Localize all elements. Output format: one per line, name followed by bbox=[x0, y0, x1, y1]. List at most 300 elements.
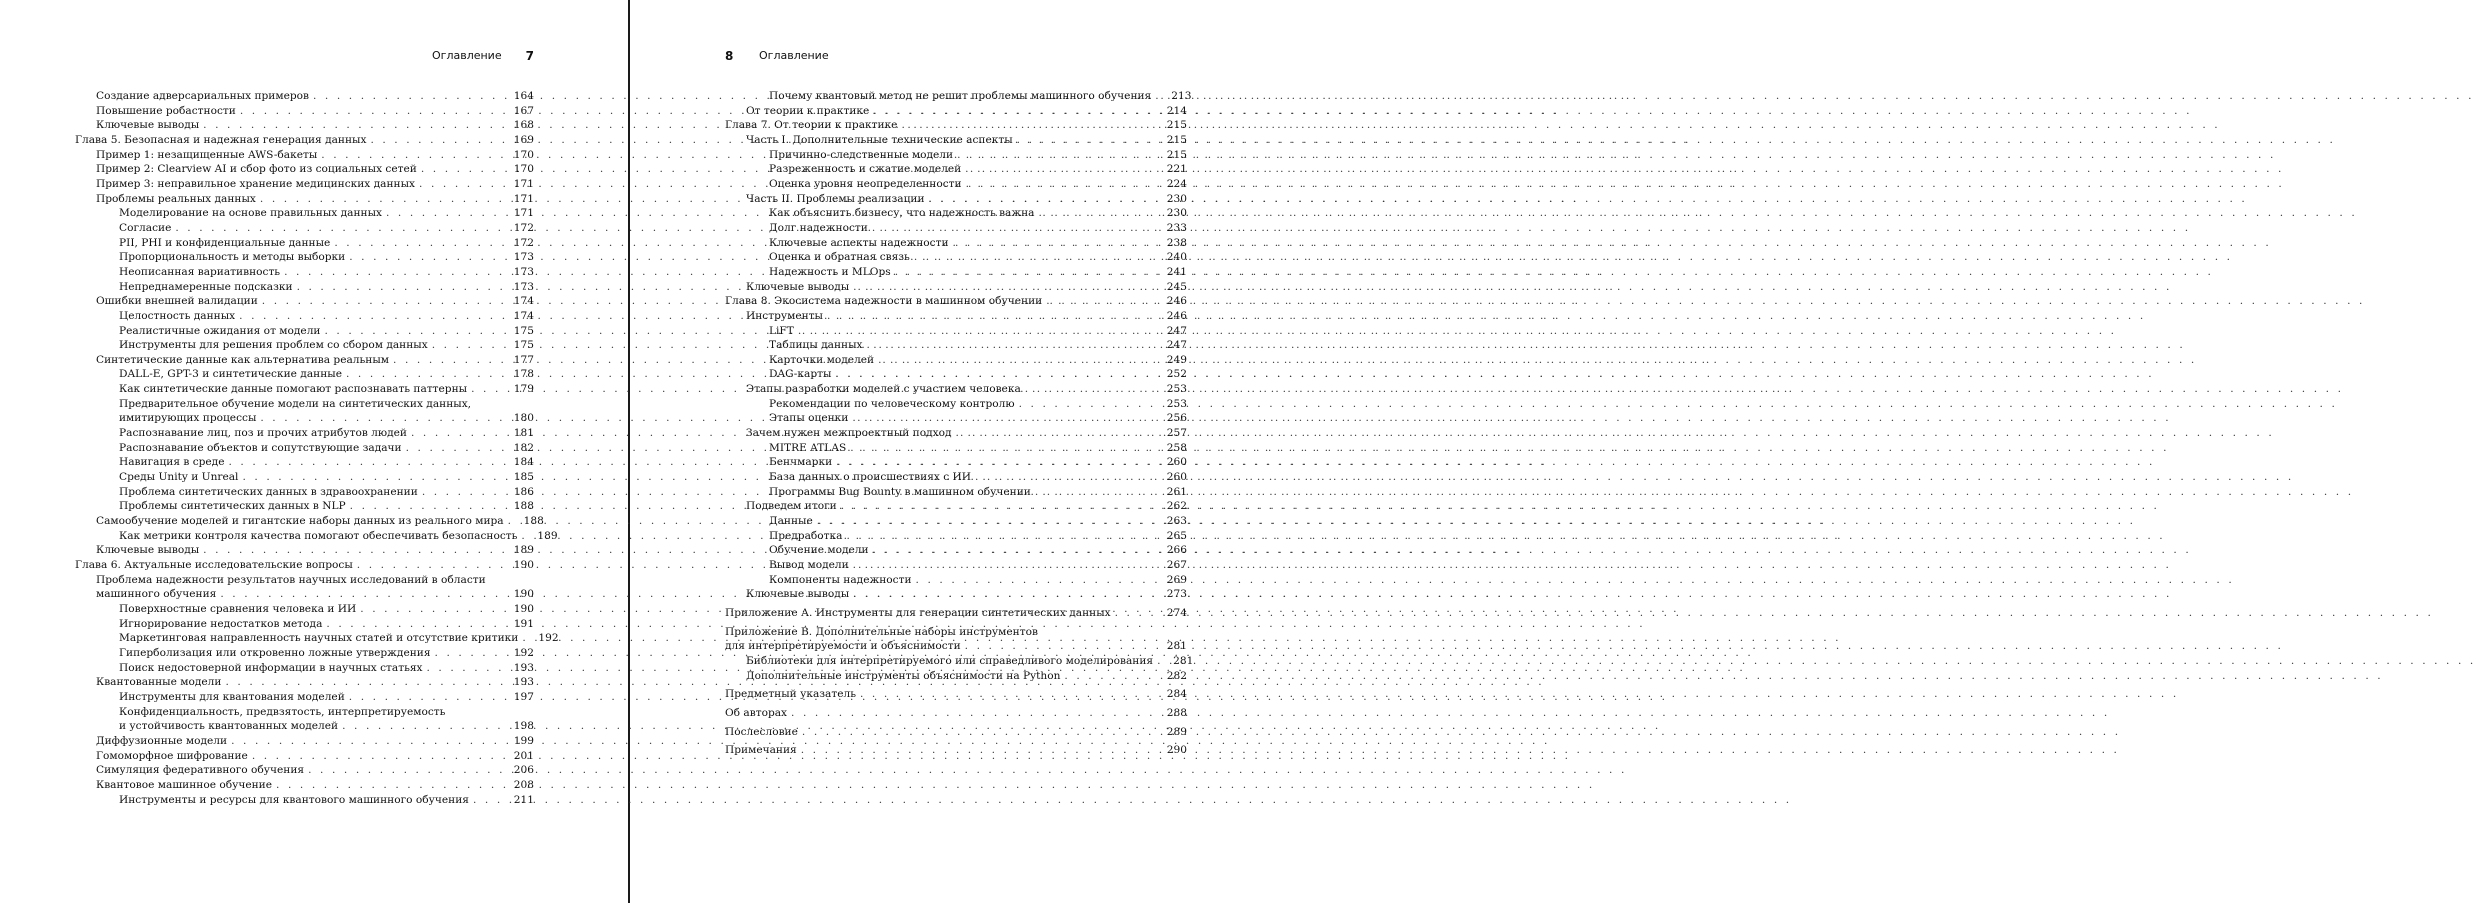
toc-entry[interactable] bbox=[725, 89, 1192, 104]
left-page-header bbox=[432, 49, 534, 63]
toc-entry-title: Об авторах bbox=[725, 706, 788, 719]
toc-entry-title: Таблицы данных bbox=[769, 339, 863, 352]
toc-entry[interactable] bbox=[725, 455, 1187, 470]
right-page-toc bbox=[725, 89, 1194, 758]
toc-entry[interactable] bbox=[725, 743, 1187, 758]
dot-leader bbox=[203, 118, 508, 133]
toc-page-number: 281 bbox=[1166, 640, 1187, 653]
toc-entry[interactable] bbox=[725, 250, 1187, 265]
dot-leader bbox=[841, 499, 1161, 514]
toc-entry[interactable] bbox=[725, 192, 1187, 207]
toc-entry-title: Гомоморфное шифрование bbox=[96, 749, 248, 762]
toc-entry[interactable] bbox=[75, 177, 534, 192]
toc-page-number: 172 bbox=[513, 236, 534, 249]
dot-leader bbox=[853, 558, 1161, 573]
dot-leader bbox=[853, 587, 1161, 602]
toc-entry[interactable] bbox=[75, 133, 534, 148]
toc-entry[interactable] bbox=[725, 280, 1187, 295]
toc-entry-title: Глава 6. Актуальные исследовательские вопросы bbox=[75, 559, 353, 571]
dot-leader bbox=[827, 309, 1161, 324]
toc-entry-title: Моделирование на основе правильных данных bbox=[119, 207, 382, 220]
dot-leader bbox=[850, 441, 1161, 456]
toc-entry[interactable] bbox=[725, 669, 1187, 684]
dot-leader bbox=[350, 499, 508, 514]
toc-entry-title: Симуляция федеративного обучения bbox=[96, 764, 305, 777]
dot-leader bbox=[852, 411, 1160, 426]
toc-page-number: 184 bbox=[513, 456, 534, 469]
toc-entry[interactable] bbox=[725, 206, 1187, 221]
toc-entry[interactable] bbox=[725, 133, 1187, 148]
toc-page-number: 211 bbox=[513, 793, 534, 806]
dot-leader bbox=[297, 280, 508, 295]
right-page-header bbox=[725, 49, 865, 63]
toc-page-number: 206 bbox=[513, 764, 534, 777]
dot-leader bbox=[276, 778, 508, 793]
toc-entry[interactable] bbox=[725, 725, 1187, 740]
toc-page-number: 240 bbox=[1166, 251, 1187, 264]
toc-entry-title: Проблема синтетических данных в здравоохранении bbox=[119, 485, 418, 498]
toc-entry-title: База данных о происшествиях с ИИ bbox=[769, 471, 971, 484]
dot-leader bbox=[325, 324, 508, 339]
toc-entry[interactable] bbox=[75, 485, 534, 500]
toc-entry-title: Ключевые выводы bbox=[96, 119, 200, 132]
toc-page-number: 247 bbox=[1166, 339, 1187, 352]
toc-page-number: 230 bbox=[1166, 207, 1187, 220]
toc-entry[interactable] bbox=[725, 338, 1187, 353]
toc-entry-title: Приложение B. Дополнительные наборы инструментов bbox=[725, 625, 1038, 638]
dot-leader bbox=[357, 558, 508, 573]
toc-entry[interactable] bbox=[75, 367, 534, 382]
toc-page-number: 179 bbox=[513, 383, 534, 396]
toc-entry[interactable] bbox=[725, 625, 1187, 654]
dot-leader bbox=[802, 725, 1161, 740]
toc-page-number: 175 bbox=[513, 324, 534, 337]
toc-entry[interactable] bbox=[75, 793, 534, 808]
toc-page-number: 252 bbox=[1166, 368, 1187, 381]
dot-leader bbox=[1046, 294, 1161, 309]
toc-entry-title: Инструменты для решения проблем со сбором данных bbox=[119, 339, 428, 352]
toc-entry-title: LiFT bbox=[769, 324, 794, 337]
toc-page-number: 241 bbox=[1166, 265, 1187, 278]
dot-leader bbox=[427, 661, 508, 676]
toc-entry-title: Синтетические данные как альтернатива реальным bbox=[96, 353, 390, 366]
toc-entry[interactable] bbox=[75, 705, 534, 734]
left-page-toc bbox=[75, 89, 559, 807]
toc-entry-title: Глава 7. От теории к практике bbox=[725, 119, 898, 132]
dot-leader bbox=[878, 353, 1161, 368]
dot-leader bbox=[929, 192, 1161, 207]
dot-leader bbox=[1064, 669, 1160, 684]
dot-leader bbox=[817, 514, 1161, 529]
toc-page-number: 164 bbox=[513, 90, 534, 102]
toc-entry-title: Ключевые выводы bbox=[746, 588, 850, 601]
toc-page-number: 192 bbox=[538, 632, 559, 645]
toc-entry-title: Компоненты надежности bbox=[769, 573, 912, 586]
toc-page-number: 190 bbox=[513, 559, 534, 571]
toc-page-number: 189 bbox=[537, 529, 558, 542]
toc-page-number: 186 bbox=[513, 485, 534, 498]
toc-page-number: 171 bbox=[513, 192, 534, 205]
toc-page-number: 168 bbox=[513, 119, 534, 132]
toc-entry[interactable] bbox=[725, 382, 1187, 397]
toc-entry[interactable] bbox=[75, 397, 534, 426]
toc-entry[interactable] bbox=[75, 353, 534, 368]
toc-entry-title: Конфиденциальность, предвзятость, интерпретируемость bbox=[119, 705, 446, 718]
toc-page-number: 172 bbox=[513, 221, 534, 234]
toc-entry-title: Инструменты bbox=[746, 309, 823, 322]
toc-entry[interactable] bbox=[75, 104, 534, 119]
toc-entry[interactable] bbox=[725, 485, 1187, 500]
dot-leader bbox=[1035, 485, 1161, 500]
toc-page-number: 269 bbox=[1166, 573, 1187, 586]
toc-entry-title: Согласие bbox=[119, 221, 172, 234]
toc-entry[interactable] bbox=[75, 162, 534, 177]
toc-page-number: 256 bbox=[1166, 412, 1187, 425]
toc-entry-title: Диффузионные модели bbox=[96, 734, 228, 747]
toc-page-number: 185 bbox=[513, 471, 534, 484]
toc-page-number: 258 bbox=[1166, 441, 1187, 454]
dot-leader bbox=[846, 529, 1160, 544]
toc-entry[interactable] bbox=[75, 192, 534, 207]
dot-leader bbox=[957, 148, 1161, 163]
toc-entry-title: Данные bbox=[769, 515, 813, 528]
toc-entry-title: Предработка bbox=[769, 529, 843, 542]
toc-entry[interactable] bbox=[75, 661, 534, 676]
toc-page-number: 190 bbox=[513, 588, 534, 601]
toc-entry-title: Подведем итоги bbox=[746, 500, 837, 513]
toc-entry[interactable] bbox=[75, 573, 534, 602]
toc-entry-title: Как синтетические данные помогают распознавать паттерны bbox=[119, 383, 468, 396]
toc-page-number: 230 bbox=[1166, 192, 1187, 205]
toc-page-number: 167 bbox=[513, 104, 534, 117]
dot-leader bbox=[321, 148, 507, 163]
dot-leader bbox=[260, 192, 508, 207]
dot-leader bbox=[220, 587, 507, 602]
toc-entry[interactable] bbox=[725, 324, 1187, 339]
toc-entry[interactable] bbox=[75, 206, 534, 221]
dot-leader bbox=[1017, 133, 1161, 148]
toc-entry-title: Глава 5. Безопасная и надежная генерация данных bbox=[75, 133, 367, 146]
toc-page-number: 290 bbox=[1166, 744, 1187, 757]
toc-entry[interactable] bbox=[725, 294, 1187, 309]
toc-entry[interactable] bbox=[75, 763, 534, 778]
toc-entry[interactable] bbox=[75, 294, 534, 309]
toc-page-number: 260 bbox=[1166, 456, 1187, 469]
toc-page-number: 181 bbox=[513, 427, 534, 440]
toc-entry[interactable] bbox=[75, 631, 559, 646]
toc-entry[interactable] bbox=[75, 324, 534, 339]
toc-entry-title: Часть I. Дополнительные технические аспекты bbox=[746, 133, 1013, 146]
toc-page-number: 266 bbox=[1166, 544, 1187, 557]
toc-entry-title: Послесловие bbox=[725, 725, 798, 738]
toc-page-number: 215 bbox=[1166, 148, 1187, 161]
toc-entry[interactable] bbox=[75, 455, 534, 470]
toc-entry[interactable] bbox=[725, 353, 1187, 368]
toc-page-number: 260 bbox=[1166, 471, 1187, 484]
dot-leader bbox=[432, 338, 508, 353]
toc-entry-title: DALL-E, GPT-3 и синтетические данные bbox=[119, 368, 342, 381]
toc-entry[interactable] bbox=[725, 367, 1187, 382]
toc-entry[interactable] bbox=[75, 236, 534, 251]
dot-leader bbox=[956, 426, 1161, 441]
toc-entry-title: Программы Bug Bounty в машинном обучении bbox=[769, 485, 1031, 498]
toc-entry-title: Часть II. Проблемы реализации bbox=[746, 192, 925, 205]
toc-entry[interactable] bbox=[75, 338, 534, 353]
left-page-number: 7 bbox=[525, 49, 534, 63]
toc-page-number: 189 bbox=[513, 544, 534, 557]
toc-entry[interactable] bbox=[725, 587, 1187, 602]
toc-entry[interactable] bbox=[75, 529, 558, 544]
toc-entry[interactable] bbox=[75, 690, 534, 705]
toc-entry[interactable] bbox=[725, 654, 1194, 669]
toc-entry[interactable] bbox=[75, 382, 534, 397]
toc-page-number: 174 bbox=[513, 309, 534, 322]
toc-entry[interactable] bbox=[725, 177, 1187, 192]
toc-page-number: 188 bbox=[523, 515, 544, 528]
toc-page-number: 288 bbox=[1166, 706, 1187, 719]
dot-leader bbox=[228, 455, 507, 470]
toc-entry-title: Как метрики контроля качества помогают обеспечивать безопасность bbox=[119, 529, 518, 542]
toc-page-number: 173 bbox=[513, 280, 534, 293]
dot-leader bbox=[334, 236, 507, 251]
dot-leader bbox=[801, 743, 1161, 758]
toc-entry[interactable] bbox=[75, 617, 534, 632]
dot-leader bbox=[421, 162, 508, 177]
toc-entry-title-continued: имитирующих процессы bbox=[119, 412, 257, 425]
toc-entry[interactable] bbox=[75, 646, 534, 661]
toc-entry-title: Целостность данных bbox=[119, 309, 236, 322]
toc-page-number: 170 bbox=[513, 163, 534, 176]
toc-entry[interactable] bbox=[75, 470, 534, 485]
toc-page-number: 224 bbox=[1166, 177, 1187, 190]
toc-entry[interactable] bbox=[75, 441, 534, 456]
dot-leader bbox=[914, 250, 1161, 265]
toc-entry-title: Оценка и обратная связь bbox=[769, 251, 910, 264]
toc-page-number: 263 bbox=[1166, 515, 1187, 528]
dot-leader bbox=[853, 280, 1161, 295]
toc-entry-title: Карточки моделей bbox=[769, 353, 875, 366]
toc-entry[interactable] bbox=[725, 397, 1187, 412]
toc-page-number: 198 bbox=[513, 720, 534, 733]
toc-entry[interactable] bbox=[75, 221, 534, 236]
toc-page-number: 188 bbox=[513, 500, 534, 513]
dot-leader bbox=[835, 367, 1160, 382]
toc-entry[interactable] bbox=[75, 749, 534, 764]
toc-entry-title: Проблемы синтетических данных в NLP bbox=[119, 500, 346, 513]
toc-entry[interactable] bbox=[725, 118, 1187, 133]
dot-leader bbox=[471, 382, 508, 397]
toc-page-number: 284 bbox=[1166, 688, 1187, 701]
toc-entry-title: MITRE ATLAS bbox=[769, 441, 847, 454]
toc-entry-title: Оценка уровня неопределенности bbox=[769, 177, 962, 190]
toc-entry[interactable] bbox=[75, 118, 534, 133]
dot-leader bbox=[203, 543, 508, 558]
toc-entry[interactable] bbox=[725, 411, 1187, 426]
dot-leader bbox=[406, 441, 508, 456]
dot-leader bbox=[393, 353, 508, 368]
toc-page-number: 246 bbox=[1166, 309, 1187, 322]
toc-entry-title: Вывод модели bbox=[769, 559, 849, 571]
toc-entry[interactable] bbox=[725, 687, 1187, 702]
toc-entry-title: Проблема надежности результатов научных исследований в области bbox=[96, 573, 486, 586]
toc-entry[interactable] bbox=[725, 441, 1187, 456]
dot-leader bbox=[965, 639, 1161, 654]
toc-entry[interactable] bbox=[725, 426, 1187, 441]
dot-leader bbox=[860, 687, 1161, 702]
toc-page-number: 197 bbox=[513, 690, 534, 703]
toc-entry-title: Бенчмарки bbox=[769, 456, 833, 469]
toc-entry-title: Квантовое машинное обучение bbox=[96, 778, 273, 791]
dot-leader bbox=[521, 529, 531, 544]
toc-entry[interactable] bbox=[75, 514, 544, 529]
dot-leader bbox=[1038, 206, 1160, 221]
toc-entry-title: Маркетинговая направленность научных статей и отсутствие критики bbox=[119, 632, 519, 645]
toc-entry-title: Этапы оценки bbox=[769, 412, 849, 425]
toc-entry-title: Самообучение моделей и гигантские наборы данных из реального мира bbox=[96, 515, 504, 528]
toc-entry-title: Непреднамеренные подсказки bbox=[119, 280, 293, 293]
dot-leader bbox=[1019, 397, 1161, 412]
dot-leader bbox=[435, 646, 508, 661]
toc-entry[interactable] bbox=[725, 148, 1187, 163]
toc-entry[interactable] bbox=[75, 89, 534, 104]
toc-entry-title: Квантованные модели bbox=[96, 676, 222, 689]
toc-entry-title: Этапы разработки моделей с участием человека bbox=[746, 383, 1021, 396]
dot-leader bbox=[346, 367, 508, 382]
toc-page-number: 193 bbox=[513, 661, 534, 674]
toc-entry[interactable] bbox=[75, 250, 534, 265]
right-header-title: Оглавление bbox=[759, 49, 829, 62]
toc-entry[interactable] bbox=[75, 426, 534, 441]
right-page-number: 8 bbox=[725, 49, 734, 63]
toc-page-number: 193 bbox=[513, 676, 534, 689]
toc-entry[interactable] bbox=[75, 734, 534, 749]
toc-entry-title: Поверхностные сравнения человека и ИИ bbox=[119, 602, 357, 615]
toc-page-number: 261 bbox=[1166, 485, 1187, 498]
toc-entry-title: Почему квантовый метод не решит проблемы машинного обучения bbox=[769, 90, 1152, 102]
toc-entry[interactable] bbox=[725, 558, 1187, 573]
toc-entry-title: Реалистичные ожидания от модели bbox=[119, 324, 321, 337]
left-header-title: Оглавление bbox=[432, 49, 502, 62]
toc-entry-title: Дополнительные инструменты объяснимости на Python bbox=[746, 669, 1061, 682]
dot-leader bbox=[239, 309, 508, 324]
toc-entry[interactable] bbox=[725, 236, 1187, 251]
toc-entry[interactable] bbox=[725, 529, 1187, 544]
toc-page-number: 173 bbox=[513, 265, 534, 278]
toc-entry-title: Причинно-следственные модели bbox=[769, 148, 954, 161]
toc-page-number: 201 bbox=[513, 749, 534, 762]
toc-entry[interactable] bbox=[725, 573, 1187, 588]
toc-entry[interactable] bbox=[75, 602, 534, 617]
dot-leader bbox=[422, 485, 508, 500]
dot-leader bbox=[386, 206, 508, 221]
toc-page-number: 281 bbox=[1173, 654, 1194, 667]
toc-page-number: 253 bbox=[1166, 383, 1187, 396]
dot-leader bbox=[411, 426, 508, 441]
toc-entry-title: DAG-карты bbox=[769, 368, 832, 381]
toc-entry[interactable] bbox=[75, 778, 534, 793]
toc-page-number: 174 bbox=[513, 295, 534, 308]
toc-entry[interactable] bbox=[725, 606, 1187, 621]
dot-leader bbox=[225, 675, 507, 690]
toc-entry[interactable] bbox=[75, 558, 534, 573]
dot-leader bbox=[419, 177, 508, 192]
toc-page-number: 170 bbox=[513, 148, 534, 161]
toc-entry[interactable] bbox=[75, 309, 534, 324]
toc-page-number: 192 bbox=[513, 646, 534, 659]
toc-entry-title: От теории к практике bbox=[746, 104, 870, 117]
toc-entry-title: Приложение А. Инструменты для генерации синтетических данных bbox=[725, 606, 1111, 619]
toc-entry[interactable] bbox=[75, 148, 534, 163]
toc-entry-title: Надежность и MLOps bbox=[769, 265, 891, 278]
toc-page-number: 199 bbox=[513, 734, 534, 747]
toc-entry[interactable] bbox=[725, 309, 1187, 324]
dot-leader bbox=[242, 470, 507, 485]
toc-page-number: 180 bbox=[513, 412, 534, 425]
toc-entry[interactable] bbox=[725, 543, 1187, 558]
toc-page-number: 233 bbox=[1166, 221, 1187, 234]
toc-entry[interactable] bbox=[75, 499, 534, 514]
toc-page-number: 171 bbox=[513, 177, 534, 190]
toc-entry[interactable] bbox=[725, 104, 1187, 119]
dot-leader bbox=[1115, 606, 1161, 621]
dot-leader bbox=[342, 719, 508, 734]
dot-leader bbox=[326, 617, 507, 632]
dot-leader bbox=[965, 162, 1161, 177]
toc-page-number: 265 bbox=[1166, 529, 1187, 542]
toc-entry-title: Обучение модели bbox=[769, 544, 869, 557]
toc-entry[interactable] bbox=[725, 265, 1187, 280]
dot-leader bbox=[360, 602, 507, 617]
toc-page-number: 175 bbox=[513, 339, 534, 352]
dot-leader bbox=[1157, 654, 1167, 669]
dot-leader bbox=[473, 793, 508, 808]
toc-entry-title: Гиперболизация или откровенно ложные утверждения bbox=[119, 646, 431, 659]
toc-page-number: 221 bbox=[1166, 163, 1187, 176]
dot-leader bbox=[175, 221, 507, 236]
toc-entry[interactable] bbox=[725, 162, 1187, 177]
toc-entry-title: Пример 1: незащищенные AWS-бакеты bbox=[96, 148, 318, 161]
toc-page-number: 257 bbox=[1166, 427, 1187, 440]
toc-page-number: 238 bbox=[1166, 236, 1187, 249]
dot-leader bbox=[873, 104, 1160, 119]
dot-leader bbox=[916, 573, 1161, 588]
toc-entry[interactable] bbox=[725, 221, 1187, 236]
toc-entry-title: Глава 8. Экосистема надежности в машинном обучении bbox=[725, 295, 1043, 308]
toc-entry-title: Инструменты для квантования моделей bbox=[119, 690, 345, 703]
toc-page-number: 173 bbox=[513, 251, 534, 264]
toc-entry[interactable] bbox=[725, 470, 1187, 485]
toc-entry-title: Пропорциональность и методы выборки bbox=[119, 251, 346, 264]
dot-leader bbox=[975, 470, 1161, 485]
toc-page-number: 190 bbox=[513, 602, 534, 615]
toc-entry[interactable] bbox=[725, 706, 1187, 721]
toc-entry[interactable] bbox=[725, 514, 1187, 529]
toc-entry-title: Повышение робастности bbox=[96, 104, 236, 117]
toc-entry[interactable] bbox=[75, 265, 534, 280]
toc-entry-title: Игнорирование недостатков метода bbox=[119, 617, 323, 630]
dot-leader bbox=[231, 734, 508, 749]
toc-entry-title: Предварительное обучение модели на синтетических данных, bbox=[119, 397, 472, 410]
toc-entry[interactable] bbox=[75, 543, 534, 558]
toc-page-number: 208 bbox=[513, 778, 534, 791]
toc-page-number: 253 bbox=[1166, 397, 1187, 410]
toc-entry[interactable] bbox=[725, 499, 1187, 514]
dot-leader bbox=[313, 89, 508, 104]
toc-entry[interactable] bbox=[75, 280, 534, 295]
toc-entry[interactable] bbox=[75, 675, 534, 690]
toc-entry-title: Создание адверсариальных примеров bbox=[96, 90, 309, 102]
toc-entry-title: Зачем нужен межпроектный подход bbox=[746, 427, 952, 440]
